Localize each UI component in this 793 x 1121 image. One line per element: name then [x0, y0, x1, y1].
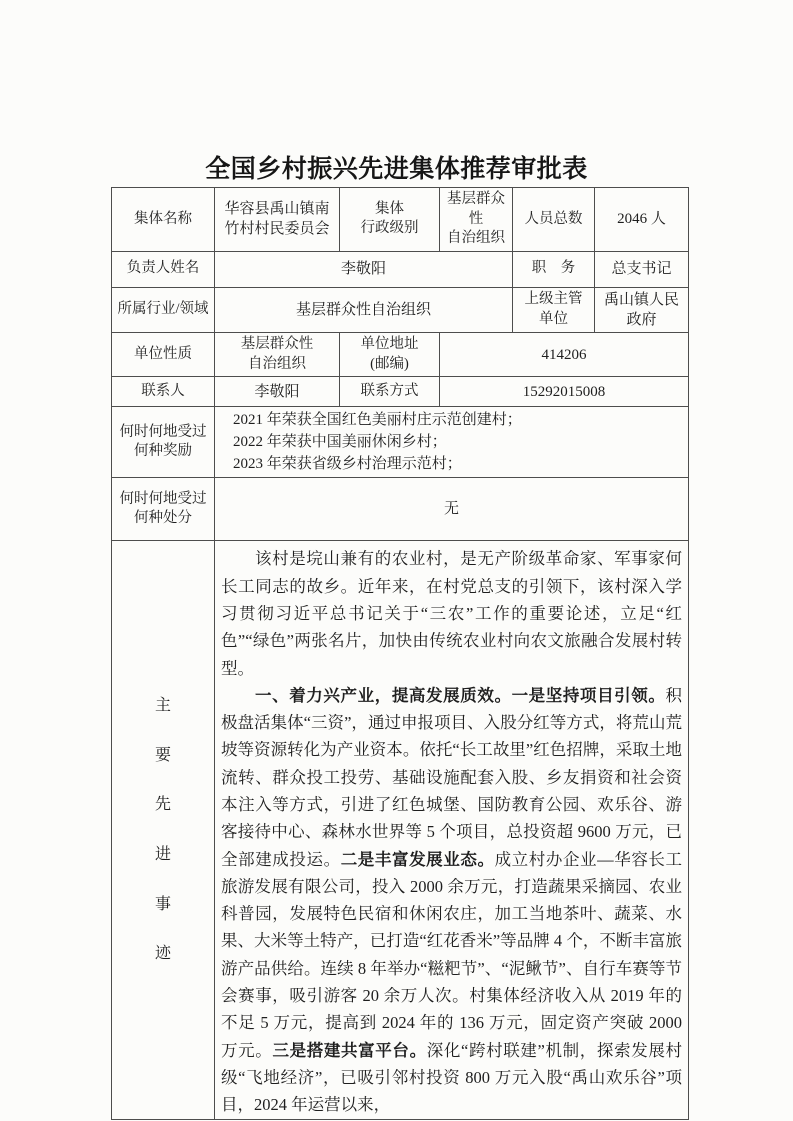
supervisor-value: 禹山镇人民政府 [595, 287, 689, 333]
awards-value: 2021 年荣获全国红色美丽村庄示范创建村； 2022 年荣获中国美丽休闲乡村； 2023 年荣获省级乡村治理示范村； [215, 407, 689, 478]
total-members-label: 人员总数 [513, 188, 595, 252]
table-row [112, 287, 689, 333]
deeds-label-vertical-text: 主 要 先 进 事 迹 [154, 697, 171, 963]
deeds-label [112, 541, 215, 1119]
table-row [112, 541, 689, 1119]
contact-method-label: 联系方式 [340, 377, 440, 407]
head-name-label: 负责人姓名 [112, 251, 215, 287]
admin-level-label: 集体 行政级别 [340, 188, 440, 252]
table-row [112, 377, 689, 407]
unit-address-label: 单位地址 (邮编) [340, 333, 440, 377]
approval-form-table [111, 187, 689, 1120]
unit-nature-label: 单位性质 [112, 333, 215, 377]
table-row [112, 188, 689, 252]
deeds-value: 该村是垸山兼有的农业村，是无产阶级革命家、军事家何长工同志的故乡。近年来，在村党总支的引领下，该村深入学习贯彻习近平总书记关于“三农”工作的重要论述，立足“红色”“绿色”两张名片，加快由传统农业村向农文旅融合发展村转型。 一、着力兴产业，提高发展质效。一是坚持项目引领。积极盘活集体“三资”，通过申报项目、入股分红等方式，将荒山荒坡等资源转化为产业资本。依托“长工故里”红色招牌，采取土地流转、群众投工投劳、基础设施配套入股、乡友捐资和社会资本注入等方式，引进了红色城堡、国防教育公园、欢乐谷、游客接待中心、森林水世界等 5 个项目，总投资超 9600 万元，已全部建成投运。二是丰富发展业态。成立村办企业—华容长工旅游发展有限公司，投入 2000 余万元，打造蔬果采摘园、农业科普园，发展特色民宿和休闲农庄，加工当地茶叶、蔬菜、水果、大米等土特产，已打造“红花香米”等品牌 4 个，不断丰富旅游产品供给。连续 8 年举办“糍粑节”、“泥鳅节”、自行车赛等节会赛事，吸引游客 20 余万人次。村集体经济收入从 2019 年的不足 5 万元，提高到 2024 年的 136 万元，固定资产突破 2000 万元。三是搭建共富平台。深化“跨村联建”机制，探索发展村级“飞地经济”，已吸引邻村投资 800 万元入股“禹山欢乐谷”项目，2024 年运营以来， [215, 541, 689, 1119]
total-members-value: 2046 人 [595, 188, 689, 252]
admin-level-value: 基层群众性 自治组织 [440, 188, 513, 252]
contact-method-value: 15292015008 [440, 377, 689, 407]
table-row [112, 407, 689, 478]
head-name-value: 李敬阳 [215, 251, 513, 287]
collective-name-value: 华容县禹山镇南竹村村民委员会 [215, 188, 340, 252]
industry-value: 基层群众性自治组织 [215, 287, 513, 333]
industry-label: 所属行业/领域 [112, 287, 215, 333]
contact-value: 李敬阳 [215, 377, 340, 407]
table-row [112, 478, 689, 541]
position-value: 总支书记 [595, 251, 689, 287]
punishment-label: 何时何地受过 何种处分 [112, 478, 215, 541]
unit-nature-value: 基层群众性 自治组织 [215, 333, 340, 377]
position-label: 职 务 [513, 251, 595, 287]
table-row [112, 251, 689, 287]
page-title: 全国乡村振兴先进集体推荐审批表 [205, 156, 588, 183]
unit-address-value: 414206 [440, 333, 689, 377]
awards-label: 何时何地受过 何种奖励 [112, 407, 215, 478]
supervisor-label: 上级主管 单位 [513, 287, 595, 333]
table-row [112, 333, 689, 377]
punishment-value: 无 [215, 478, 689, 541]
collective-name-label: 集体名称 [112, 188, 215, 252]
contact-label: 联系人 [112, 377, 215, 407]
